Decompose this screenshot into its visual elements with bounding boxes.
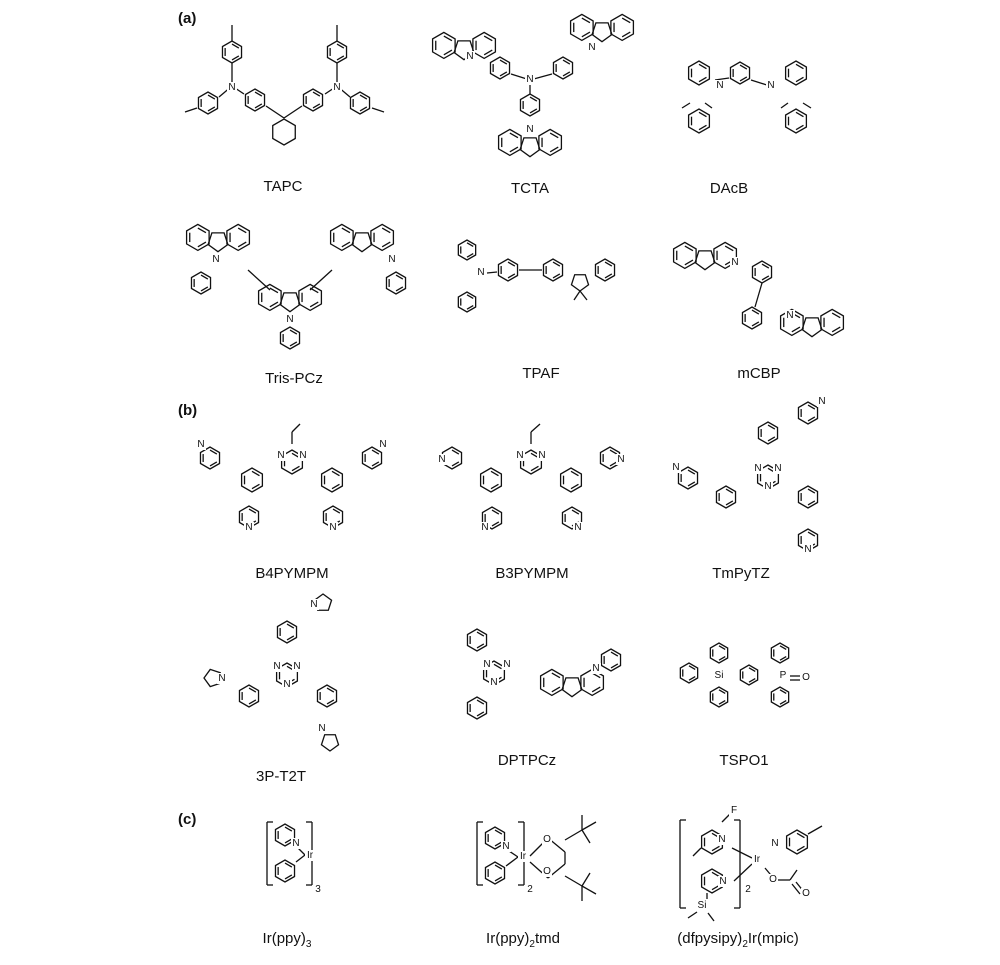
tapc-n-right: N [333, 82, 341, 93]
dfpysipy-post: Ir(mpic) [747, 930, 799, 947]
bond [506, 857, 518, 866]
bond [705, 103, 712, 108]
b4pympm-py-n3: N [245, 522, 253, 533]
dacb-n-left: N [716, 80, 724, 91]
b4pympm-py-n4: N [329, 522, 337, 533]
dfpysipy-f: F [730, 805, 738, 816]
compound-name-dacb: DAcB [709, 180, 749, 197]
bond [582, 822, 596, 830]
b4pympm-py-n1: N [197, 439, 205, 450]
compound-name-irppy3 [263, 930, 312, 950]
bond [582, 830, 590, 843]
compound-name-tapc: TAPC [263, 178, 303, 195]
tspo1-o: O [802, 672, 810, 683]
bond [372, 108, 384, 112]
bond [580, 291, 587, 300]
trispcz-n-left: N [212, 254, 220, 265]
dfpysipy-mpic-n: N [771, 838, 779, 849]
dptpcz-n2: N [503, 659, 511, 670]
tpaf-fluorene-5ring [571, 275, 588, 291]
irppy2tmd-count: 2 [527, 884, 533, 895]
tcta-n-bottom: N [526, 124, 534, 135]
mcbp-carbazole-top-pyrrole [695, 251, 715, 270]
dptpcz-carbazole-pyrrole [562, 678, 582, 697]
bond [296, 855, 305, 862]
bond [531, 424, 540, 432]
dfpysipy-pre: (dfpysipy) [677, 930, 743, 947]
bond [693, 848, 701, 856]
mcbp-carbazole-bottom-pyrrole [802, 318, 822, 337]
b3pympm-py-n3: N [481, 522, 489, 533]
irppy3-n: N [292, 838, 300, 849]
compound-name-tspo1: TSPO1 [719, 752, 769, 769]
trispcz-carbazole-left-pyrrole [208, 233, 228, 252]
compound-name-tris-pcz: Tris-PCz [265, 370, 323, 387]
tcta-n-right: N [588, 42, 596, 53]
bond [487, 272, 497, 273]
compound-name-dfpysipy [677, 930, 798, 950]
irppy2tmd-o2: O [543, 866, 551, 877]
irppy3-count: 3 [315, 884, 321, 895]
p3t2t-n3: N [283, 679, 291, 690]
bond [682, 103, 690, 108]
b4pympm-py-n2: N [379, 439, 387, 450]
irppy2tmd-pre: Ir(ppy) [486, 930, 530, 947]
bond [808, 826, 822, 834]
tapc-cyclohexane [273, 119, 296, 145]
tcta-carbazole-bottom-pyrrole [520, 138, 540, 157]
dfpysipy-sub: 2 [742, 939, 748, 950]
section-label-b: (b) [178, 402, 198, 419]
p3t2t-pz-n3: N [318, 723, 326, 734]
bond [582, 886, 596, 894]
compound-name-tpaf: TPAF [522, 365, 560, 382]
bond [722, 814, 730, 822]
bond [734, 864, 752, 881]
bond [732, 848, 752, 858]
tapc-n-left: N [228, 82, 236, 93]
compound-name-irppy2tmd [486, 930, 560, 950]
b3pympm-py-n1: N [438, 454, 446, 465]
bond [292, 424, 300, 432]
bond [266, 106, 284, 118]
dfpysipy-ir: Ir [753, 854, 761, 865]
bond [565, 830, 582, 840]
tmpytz-py-n1: N [818, 396, 826, 407]
p3t2t-n1: N [273, 661, 281, 672]
trispcz-carbazole-right-pyrrole [352, 233, 372, 252]
dacb-n-right: N [767, 80, 775, 91]
tcta-n-center: N [526, 74, 534, 85]
irppy3-main: Ir(ppy) [262, 930, 306, 947]
compound-name-b4pympm: B4PYMPM [255, 565, 329, 582]
irppy2tmd-ir: Ir [519, 851, 527, 862]
bond [574, 291, 580, 300]
tspo1-si: Si [714, 670, 724, 681]
bond [803, 103, 811, 108]
dfpysipy-mpic-o2: O [802, 888, 810, 899]
b4pympm-n1: N [277, 450, 285, 461]
bond [582, 873, 590, 886]
dfpysipy-mpic-o1: O [769, 874, 777, 885]
bond [248, 270, 270, 290]
b3pympm-n2: N [538, 450, 546, 461]
mcbp-n-bottom: N [786, 310, 794, 321]
bond [310, 270, 332, 290]
tmpytz-py-n2: N [672, 462, 680, 473]
dfpysipy-n1: N [718, 834, 726, 845]
p3t2t-pz-n2: N [218, 673, 226, 684]
bond [565, 876, 582, 886]
bond [781, 103, 788, 108]
tmpytz-n1: N [754, 463, 762, 474]
irppy2tmd-n: N [502, 841, 510, 852]
trispcz-n-center: N [286, 314, 294, 325]
b3pympm-py-n2: N [617, 454, 625, 465]
p3t2t-pz-n1: N [310, 599, 318, 610]
bond [790, 870, 797, 880]
irppy2tmd-o1: O [543, 834, 551, 845]
compound-name-3p-t2t: 3P-T2T [255, 768, 307, 785]
tcta-n-left: N [466, 51, 474, 62]
dfpysipy-count: 2 [745, 884, 751, 895]
p3t2t-pyrazole-right [321, 735, 338, 751]
tspo1-p: P [779, 670, 787, 681]
tmpytz-n2: N [774, 463, 782, 474]
b4pympm-n2: N [299, 450, 307, 461]
p3t2t-n2: N [293, 661, 301, 672]
b3pympm-n1: N [516, 450, 524, 461]
b3pympm-py-n4: N [574, 522, 582, 533]
dfpysipy-si: Si [697, 900, 707, 911]
dfpysipy-n2: N [719, 876, 727, 887]
compound-name-b3pympm: B3PYMPM [495, 565, 569, 582]
compound-name-tmpytz: TmPyTZ [712, 565, 770, 582]
compound-name-tcta: TCTA [510, 180, 550, 197]
bond [755, 283, 762, 307]
dptpcz-n1: N [483, 659, 491, 670]
bond [185, 108, 197, 112]
section-label-a: (a) [178, 10, 197, 27]
tpaf-n: N [477, 267, 485, 278]
compound-name-dptpcz: DPTPCz [497, 752, 557, 769]
section-label-c: (c) [178, 811, 197, 828]
bond [708, 913, 714, 921]
mcbp-n-top: N [731, 257, 739, 268]
tmpytz-n3: N [764, 481, 772, 492]
dptpcz-n-carb: N [592, 663, 600, 674]
tmpytz-py-n3: N [804, 544, 812, 555]
trispcz-n-right: N [388, 254, 396, 265]
irppy2tmd-sub: 2 [529, 939, 535, 950]
bond [284, 106, 302, 118]
tcta-carbazole-right-pyrrole [592, 23, 612, 42]
trispcz-carbazole-center-pyrrole [280, 293, 300, 312]
irppy3-sub: 3 [305, 939, 312, 950]
bond [688, 912, 697, 918]
dptpcz-n3: N [490, 677, 498, 688]
irppy2tmd-post: tmd [534, 930, 560, 947]
compound-name-mcbp: mCBP [737, 365, 781, 382]
irppy3-ir: Ir [306, 850, 314, 861]
